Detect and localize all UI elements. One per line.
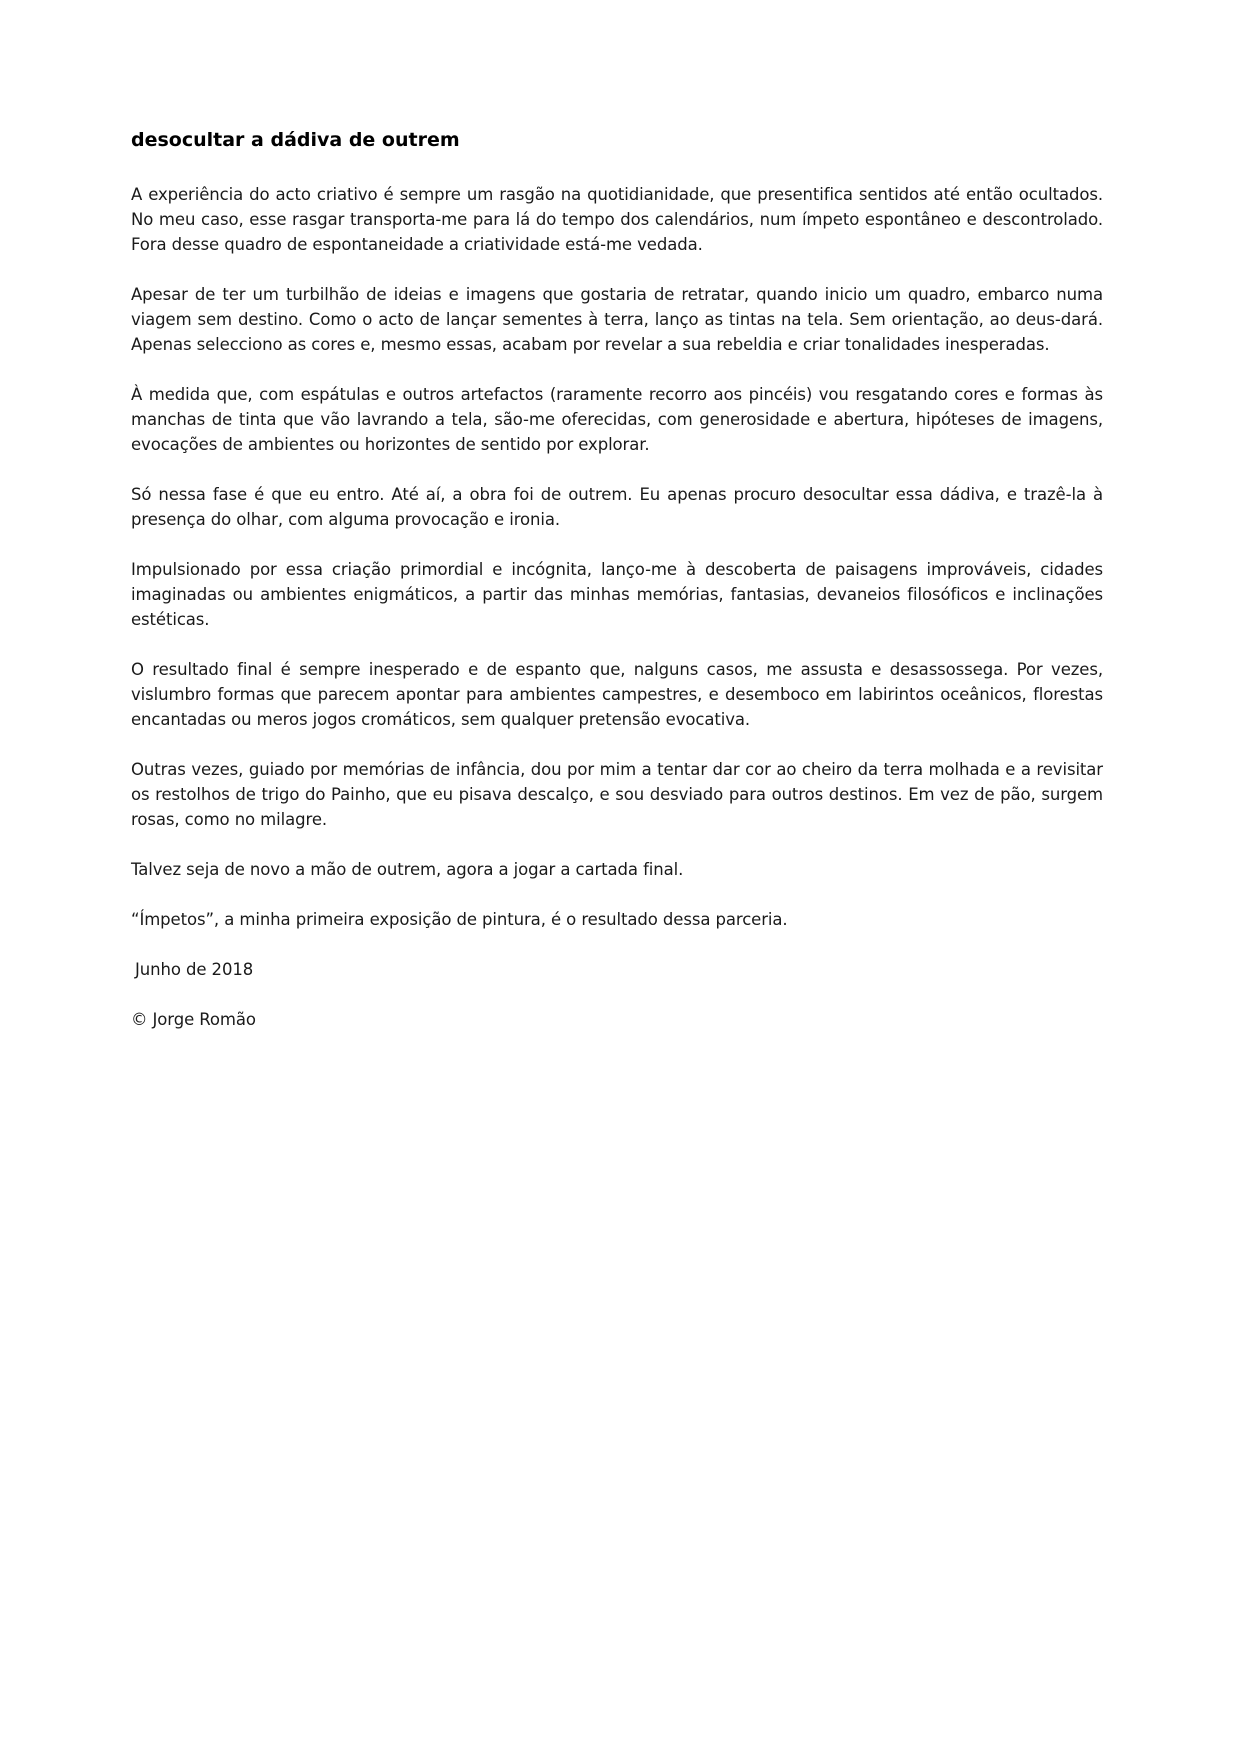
copyright-line: © Jorge Romão [131,1010,256,1029]
closing-line: Talvez seja de novo a mão de outrem, agora a jogar a cartada final. [131,860,684,879]
document-body [131,128,1103,1057]
paragraph-4: Só nessa fase é que eu entro. Até aí, a obra foi de outrem. Eu apenas procuro desocultar essa dádiva, e trazê-la à presença do olhar, com alguma provocação e ironia. [131,485,1103,529]
document-title: desocultar a dádiva de outrem [131,129,460,151]
paragraph-7: Outras vezes, guiado por memórias de infância, dou por mim a tentar dar cor ao cheiro da terra molhada e a revisitar os restolhos de trigo do Painho, que eu pisava descalço, e sou desviado para outros destinos. Em vez de pão, surgem rosas, como no milagre. [131,760,1103,829]
paragraph-2: Apesar de ter um turbilhão de ideias e imagens que gostaria de retratar, quando inicio um quadro, embarco numa viagem sem destino. Como o acto de lançar sementes à terra, lanço as tintas na tela. Sem orientação, ao deus-dará. Apenas selecciono as cores e, mesmo essas, acabam por revelar a sua rebeldia e criar tonalidades inesperadas. [131,285,1103,354]
date-line: Junho de 2018 [135,960,254,979]
exhibition-line: “Ímpetos”, a minha primeira exposição de pintura, é o resultado dessa parceria. [131,910,788,929]
paragraph-1: A experiência do acto criativo é sempre um rasgão na quotidianidade, que presentifica sentidos até então ocultados. No meu caso, esse rasgar transporta-me para lá do tempo dos calendários, num ímpeto espontâneo e descontrolado. Fora desse quadro de espontaneidade a criatividade está-me vedada. [131,185,1103,254]
paragraph-6: O resultado final é sempre inesperado e de espanto que, nalguns casos, me assusta e desassossega. Por vezes, vislumbro formas que parecem apontar para ambientes campestres, e desemboco em labirintos oceânicos, florestas encantadas ou meros jogos cromáticos, sem qualquer pretensão evocativa. [131,660,1103,729]
paragraph-5: Impulsionado por essa criação primordial e incógnita, lanço-me à descoberta de paisagens improváveis, cidades imaginadas ou ambientes enigmáticos, a partir das minhas memórias, fantasias, devaneios filosóficos e inclinações estéticas. [131,560,1103,629]
paragraph-3: À medida que, com espátulas e outros artefactos (raramente recorro aos pincéis) vou resgatando cores e formas às manchas de tinta que vão lavrando a tela, são-me oferecidas, com generosidade e abertura, hipóteses de imagens, evocações de ambientes ou horizontes de sentido por explorar. [131,385,1103,454]
